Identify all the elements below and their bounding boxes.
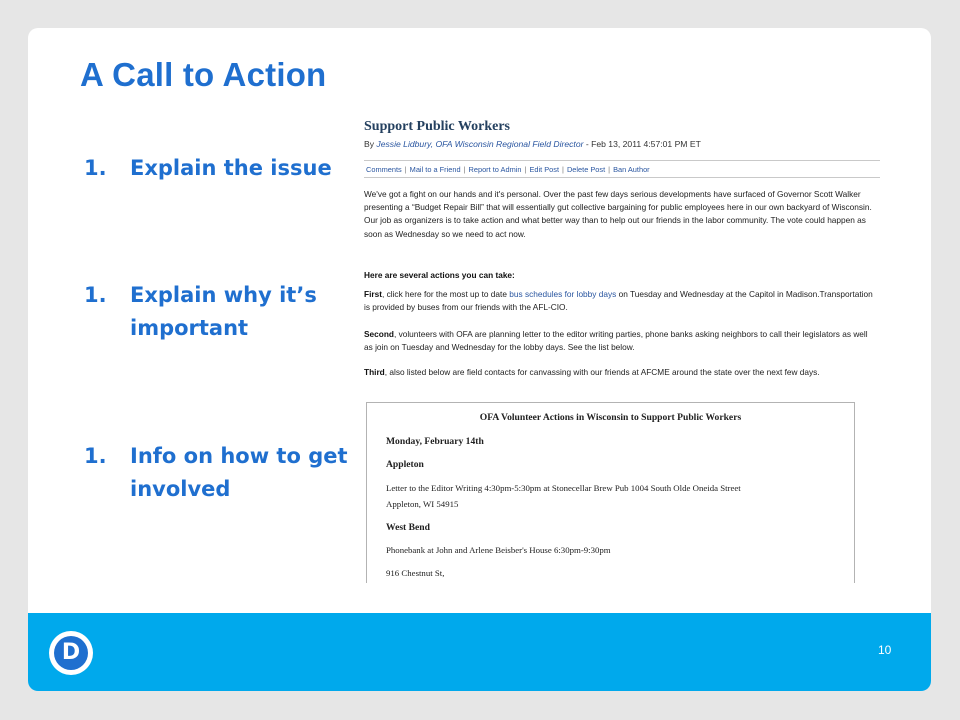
article-paragraph xyxy=(364,366,876,379)
bullet-text: Info on how to get involved xyxy=(130,444,348,501)
actions-heading: Here are several actions you can take: xyxy=(364,270,515,280)
ban-author-link[interactable]: Ban Author xyxy=(613,165,650,174)
event-address: 916 Chestnut St, xyxy=(386,568,445,578)
byline-author[interactable]: Jessie Lidbury, OFA Wisconsin Regional Field Director xyxy=(376,139,584,149)
post-actions-bar xyxy=(364,160,880,178)
event-address: Appleton, WI 54915 xyxy=(386,499,459,509)
article-screenshot xyxy=(362,116,880,583)
paragraph-text: , also listed below are field contacts for canvassing with our friends at AFCME around the state over the next few days. xyxy=(384,367,820,377)
paragraph-lead: First xyxy=(364,289,382,299)
separator: | xyxy=(404,165,407,174)
bullet-item xyxy=(84,279,354,345)
separator: | xyxy=(562,165,564,174)
separator: | xyxy=(463,165,466,174)
paragraph-text: , volunteers with OFA are planning letter to the editor writing parties, phone banks asking neighbors to call their legislators as well as join on Tuesday and Wednesday for the lobby days. See the list below. xyxy=(364,329,868,353)
box-title: OFA Volunteer Actions in Wisconsin to Support Public Workers xyxy=(479,412,742,423)
bullet-item xyxy=(84,152,354,185)
paragraph-lead: Second xyxy=(364,329,394,339)
page-number: 10 xyxy=(878,643,892,657)
separator: | xyxy=(608,165,611,174)
slide xyxy=(28,28,931,691)
edit-post-link[interactable]: Edit Post xyxy=(529,165,560,174)
comments-link[interactable]: Comments xyxy=(366,165,402,174)
event-city: West Bend xyxy=(386,522,430,533)
volunteer-actions-box xyxy=(366,402,855,583)
paragraph-lead: Third xyxy=(364,367,385,377)
byline-prefix: By xyxy=(364,139,377,149)
article-byline xyxy=(364,139,701,149)
slide-footer xyxy=(28,613,931,691)
bullet-number: 1. xyxy=(84,283,107,307)
article-paragraph: We've got a fight on our hands and it's personal. Over the past few days serious developments have surfaced of Governor Scott Walker presenting a “Budget Repair Bill” that will essentially gut collective bargaining for public employees here in our own backyard of Wisconsin. Our job as organizers is to take action and what better way than to help out our friends in the labor community. The vote could happen as soon as Wednesday so we need to act now. xyxy=(364,189,872,239)
article-paragraph xyxy=(364,269,876,282)
bullet-text: Explain the issue xyxy=(130,156,332,180)
event-date: Monday, February 14th xyxy=(386,436,484,447)
paragraph-text: on Tuesday and Wednesday at the Capitol in Madison.Transportation is provided by buses from our friends with the AFL-CIO. xyxy=(364,289,873,313)
article-paragraph xyxy=(364,288,876,314)
bullet-item xyxy=(84,440,354,506)
report-to-admin-link[interactable]: Report to Admin xyxy=(468,165,522,174)
separator: | xyxy=(524,165,527,174)
bullet-number: 1. xyxy=(84,156,107,180)
slide-title: A Call to Action xyxy=(80,56,327,93)
event-city: Appleton xyxy=(386,459,424,470)
byline-date: - Feb 13, 2011 4:57:01 PM ET xyxy=(583,139,701,149)
event-details: Phonebank at John and Arlene Beisber's House 6:30pm-9:30pm xyxy=(386,545,611,555)
bullet-text: Explain why it’s important xyxy=(130,283,317,340)
delete-post-link[interactable]: Delete Post xyxy=(566,165,606,174)
mail-to-friend-link[interactable]: Mail to a Friend xyxy=(409,165,461,174)
event-details: Letter to the Editor Writing 4:30pm-5:30pm at Stonecellar Brew Pub 1004 South Olde Oneida Street xyxy=(386,483,741,493)
paragraph-text: , click here for the most up to date xyxy=(381,289,510,299)
democratic-d-logo-icon: D xyxy=(49,631,93,675)
bullet-number: 1. xyxy=(84,444,107,468)
bus-schedules-link[interactable]: bus schedules for lobby days xyxy=(509,289,617,299)
article-title: Support Public Workers xyxy=(364,119,510,134)
article-paragraph xyxy=(364,328,876,354)
